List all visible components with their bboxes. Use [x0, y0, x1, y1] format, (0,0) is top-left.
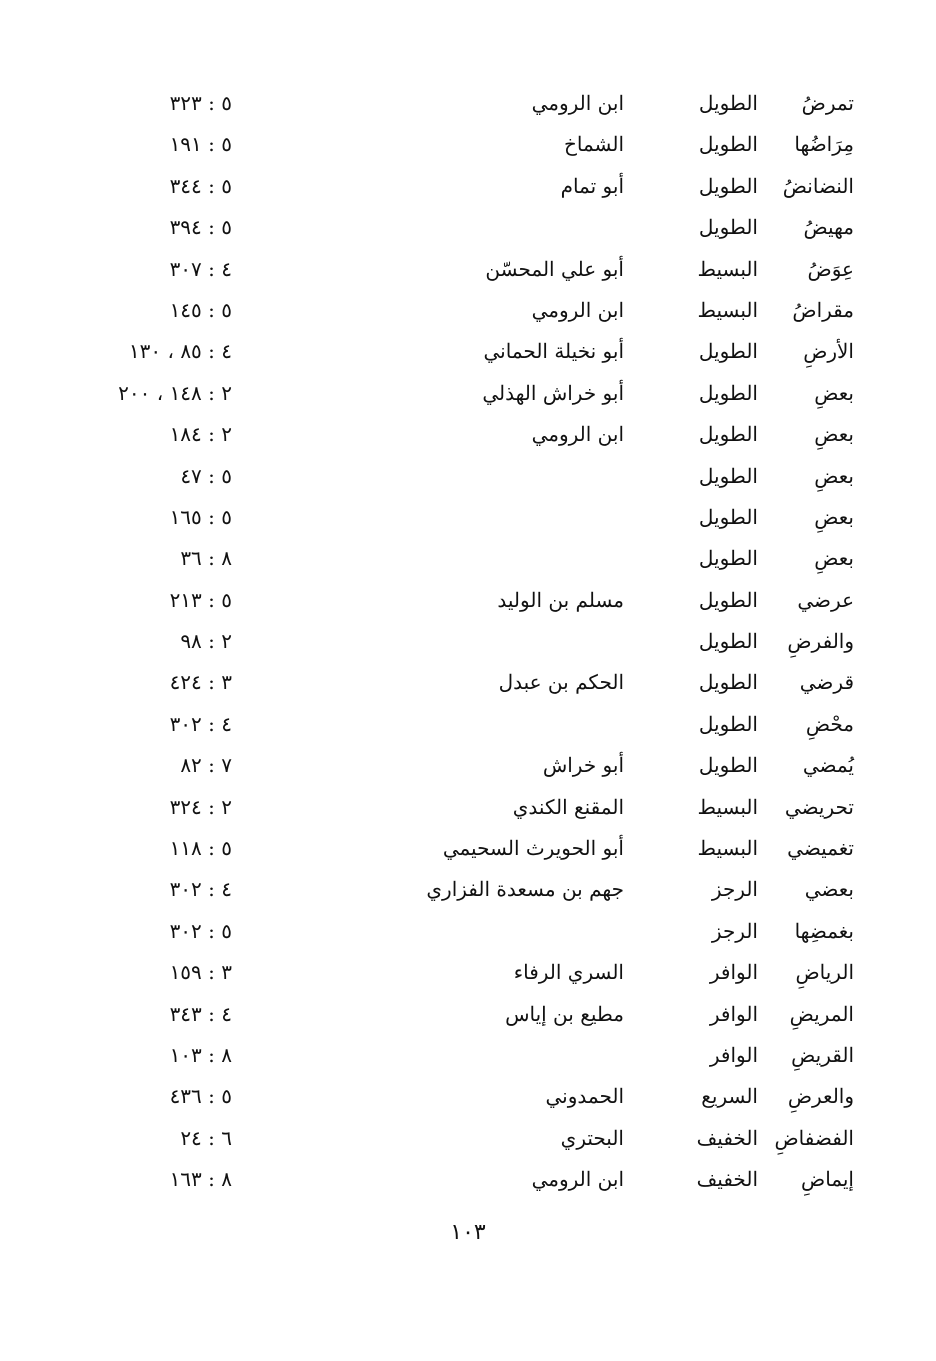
- meter: الطويل: [698, 173, 758, 198]
- rhyme-word: تحريضي: [784, 794, 854, 819]
- rhyme-word: عرضي: [797, 587, 854, 612]
- rhyme-word: إيماضِ: [801, 1167, 854, 1192]
- index-row: [0, 788, 936, 829]
- poet: ابن الرومي: [531, 1167, 624, 1192]
- rhyme-word: مِرَاضُها: [794, 132, 854, 157]
- index-row: [0, 1119, 936, 1160]
- meter: الخفيف: [696, 1167, 758, 1192]
- meter: الطويل: [698, 711, 758, 736]
- volume-page-ref: ٧ : ٨٢: [180, 753, 232, 778]
- meter: الطويل: [698, 339, 758, 364]
- meter: الطويل: [698, 504, 758, 529]
- volume-page-ref: ٥ : ١٦٥: [169, 504, 232, 529]
- index-row: [0, 291, 936, 332]
- meter: الطويل: [698, 380, 758, 405]
- meter: الطويل: [698, 753, 758, 778]
- rhyme-word: والفرضِ: [787, 629, 854, 654]
- poet: أبو خراش: [542, 753, 624, 778]
- index-row: [0, 829, 936, 870]
- index-row: [0, 167, 936, 208]
- rhyme-word: الرياضِ: [795, 960, 854, 985]
- rhyme-word: عِوَضُ: [807, 256, 854, 281]
- poet: المقنع الكندي: [512, 794, 624, 819]
- rhyme-word: القريضِ: [791, 1042, 854, 1067]
- poet: ابن الرومي: [531, 297, 624, 322]
- index-row: [0, 912, 936, 953]
- volume-page-ref: ٥ : ١٤٥: [169, 297, 232, 322]
- index-row: [0, 332, 936, 373]
- rhyme-word: مقراضُ: [792, 297, 854, 322]
- meter: البسيط: [697, 297, 758, 322]
- rhyme-word: بعضِ: [814, 463, 854, 488]
- meter: الرجز: [711, 918, 758, 943]
- poet: أبو خراش الهذلي: [482, 380, 624, 405]
- index-row: [0, 125, 936, 166]
- rhyme-word: بعضِ: [814, 380, 854, 405]
- index-row: [0, 1036, 936, 1077]
- rhyme-word: قرضي: [799, 670, 854, 695]
- volume-page-ref: ٥ : ٢١٣: [169, 587, 232, 612]
- rhyme-word: والعرضِ: [787, 1084, 854, 1109]
- meter: الطويل: [698, 463, 758, 488]
- meter: البسيط: [697, 794, 758, 819]
- rhyme-word: تمرضُ: [801, 91, 854, 115]
- index-row: [0, 663, 936, 704]
- rhyme-word: بعضِ: [814, 504, 854, 529]
- rhyme-word: بعضِ: [814, 422, 854, 447]
- meter: الطويل: [698, 587, 758, 612]
- volume-page-ref: ٥ : ٤٧: [180, 463, 232, 488]
- meter: الطويل: [698, 215, 758, 240]
- meter: الطويل: [698, 670, 758, 695]
- index-row: [0, 1077, 936, 1118]
- volume-page-ref: ٥ : ١١٨: [169, 836, 232, 861]
- volume-page-ref: ٥ : ٤٣٦: [169, 1084, 232, 1109]
- rhyme-word: تغميضي: [787, 836, 854, 861]
- volume-page-ref: ٢ : ٣٢٤: [169, 794, 232, 819]
- meter: الطويل: [698, 629, 758, 654]
- meter: الوافر: [709, 960, 758, 985]
- poet: ابن الرومي: [531, 422, 624, 447]
- volume-page-ref: ٦ : ٢٤: [180, 1125, 232, 1150]
- index-row: [0, 1160, 936, 1201]
- volume-page-ref: ٣ : ٤٢٤: [169, 670, 232, 695]
- poet: أبو الحويرث السحيمي: [442, 836, 624, 861]
- index-row: [0, 84, 936, 125]
- rhyme-index-list: [0, 84, 936, 1202]
- meter: الوافر: [709, 1042, 758, 1067]
- index-row: [0, 208, 936, 249]
- index-row: [0, 498, 936, 539]
- poet: أبو علي المحسّن: [485, 256, 624, 281]
- volume-page-ref: ٤ : ٨٥ ، ١٣٠: [128, 339, 232, 364]
- volume-page-ref: ٢ : ١٨٤: [169, 422, 232, 447]
- poet: ابن الرومي: [531, 91, 624, 115]
- volume-page-ref: ٥ : ١٩١: [169, 132, 232, 157]
- volume-page-ref: ٤ : ٣٠٧: [169, 256, 232, 281]
- meter: الوافر: [709, 1001, 758, 1026]
- meter: الرجز: [711, 877, 758, 902]
- poet: الشماخ: [563, 132, 624, 157]
- index-row: [0, 457, 936, 498]
- poet: أبو نخيلة الحماني: [483, 339, 624, 364]
- meter: الخفيف: [696, 1125, 758, 1150]
- meter: البسيط: [697, 256, 758, 281]
- index-row: [0, 539, 936, 580]
- index-row: [0, 870, 936, 911]
- volume-page-ref: ٨ : ٣٦: [180, 546, 232, 571]
- volume-page-ref: ٨ : ١٦٣: [169, 1167, 232, 1192]
- poet: الحمدوني: [545, 1084, 624, 1109]
- volume-page-ref: ٣ : ١٥٩: [169, 960, 232, 985]
- rhyme-word: يُمضي: [802, 753, 854, 778]
- meter: الطويل: [698, 132, 758, 157]
- page-number: ١٠٣: [450, 1220, 486, 1245]
- index-row: [0, 746, 936, 787]
- volume-page-ref: ٤ : ٣٤٣: [169, 1001, 232, 1026]
- meter: البسيط: [697, 836, 758, 861]
- meter: الطويل: [698, 91, 758, 115]
- poet: السري الرفاء: [513, 960, 624, 985]
- index-row: [0, 953, 936, 994]
- meter: الطويل: [698, 546, 758, 571]
- volume-page-ref: ٤ : ٣٠٢: [169, 711, 232, 736]
- index-row: [0, 705, 936, 746]
- poet: البحتري: [560, 1125, 624, 1150]
- rhyme-word: بغمضِها: [794, 918, 854, 943]
- poet: جهم بن مسعدة الفزاري: [426, 877, 624, 902]
- poet: أبو تمام: [560, 173, 624, 198]
- rhyme-word: بعضي: [804, 877, 854, 902]
- poet: مطيع بن إياس: [505, 1001, 624, 1026]
- index-row: [0, 415, 936, 456]
- volume-page-ref: ٢ : ٩٨: [180, 629, 232, 654]
- rhyme-word: مهيضُ: [803, 215, 854, 240]
- volume-page-ref: ٤ : ٣٠٢: [169, 877, 232, 902]
- index-row: [0, 581, 936, 622]
- index-row: [0, 250, 936, 291]
- volume-page-ref: ٥ : ٣٩٤: [169, 215, 232, 240]
- meter: الطويل: [698, 422, 758, 447]
- poet: الحكم بن عبدل: [498, 670, 624, 695]
- rhyme-word: محْضِ: [805, 711, 854, 736]
- volume-page-ref: ٨ : ١٠٣: [169, 1042, 232, 1067]
- volume-page-ref: ٥ : ٣٤٤: [169, 173, 232, 198]
- rhyme-word: المريضِ: [789, 1001, 854, 1026]
- volume-page-ref: ٥ : ٣٢٣: [169, 91, 232, 115]
- rhyme-word: بعضِ: [814, 546, 854, 571]
- rhyme-word: الفضفاضِ: [774, 1125, 854, 1150]
- volume-page-ref: ٥ : ٣٠٢: [169, 918, 232, 943]
- rhyme-word: النضانضُ: [782, 173, 854, 198]
- volume-page-ref: ٢ : ١٤٨ ، ٢٠٠: [118, 380, 232, 405]
- meter: السريع: [701, 1084, 758, 1109]
- index-row: [0, 374, 936, 415]
- index-row: [0, 995, 936, 1036]
- index-row: [0, 622, 936, 663]
- poet: مسلم بن الوليد: [497, 587, 624, 612]
- rhyme-word: الأرضِ: [803, 339, 854, 364]
